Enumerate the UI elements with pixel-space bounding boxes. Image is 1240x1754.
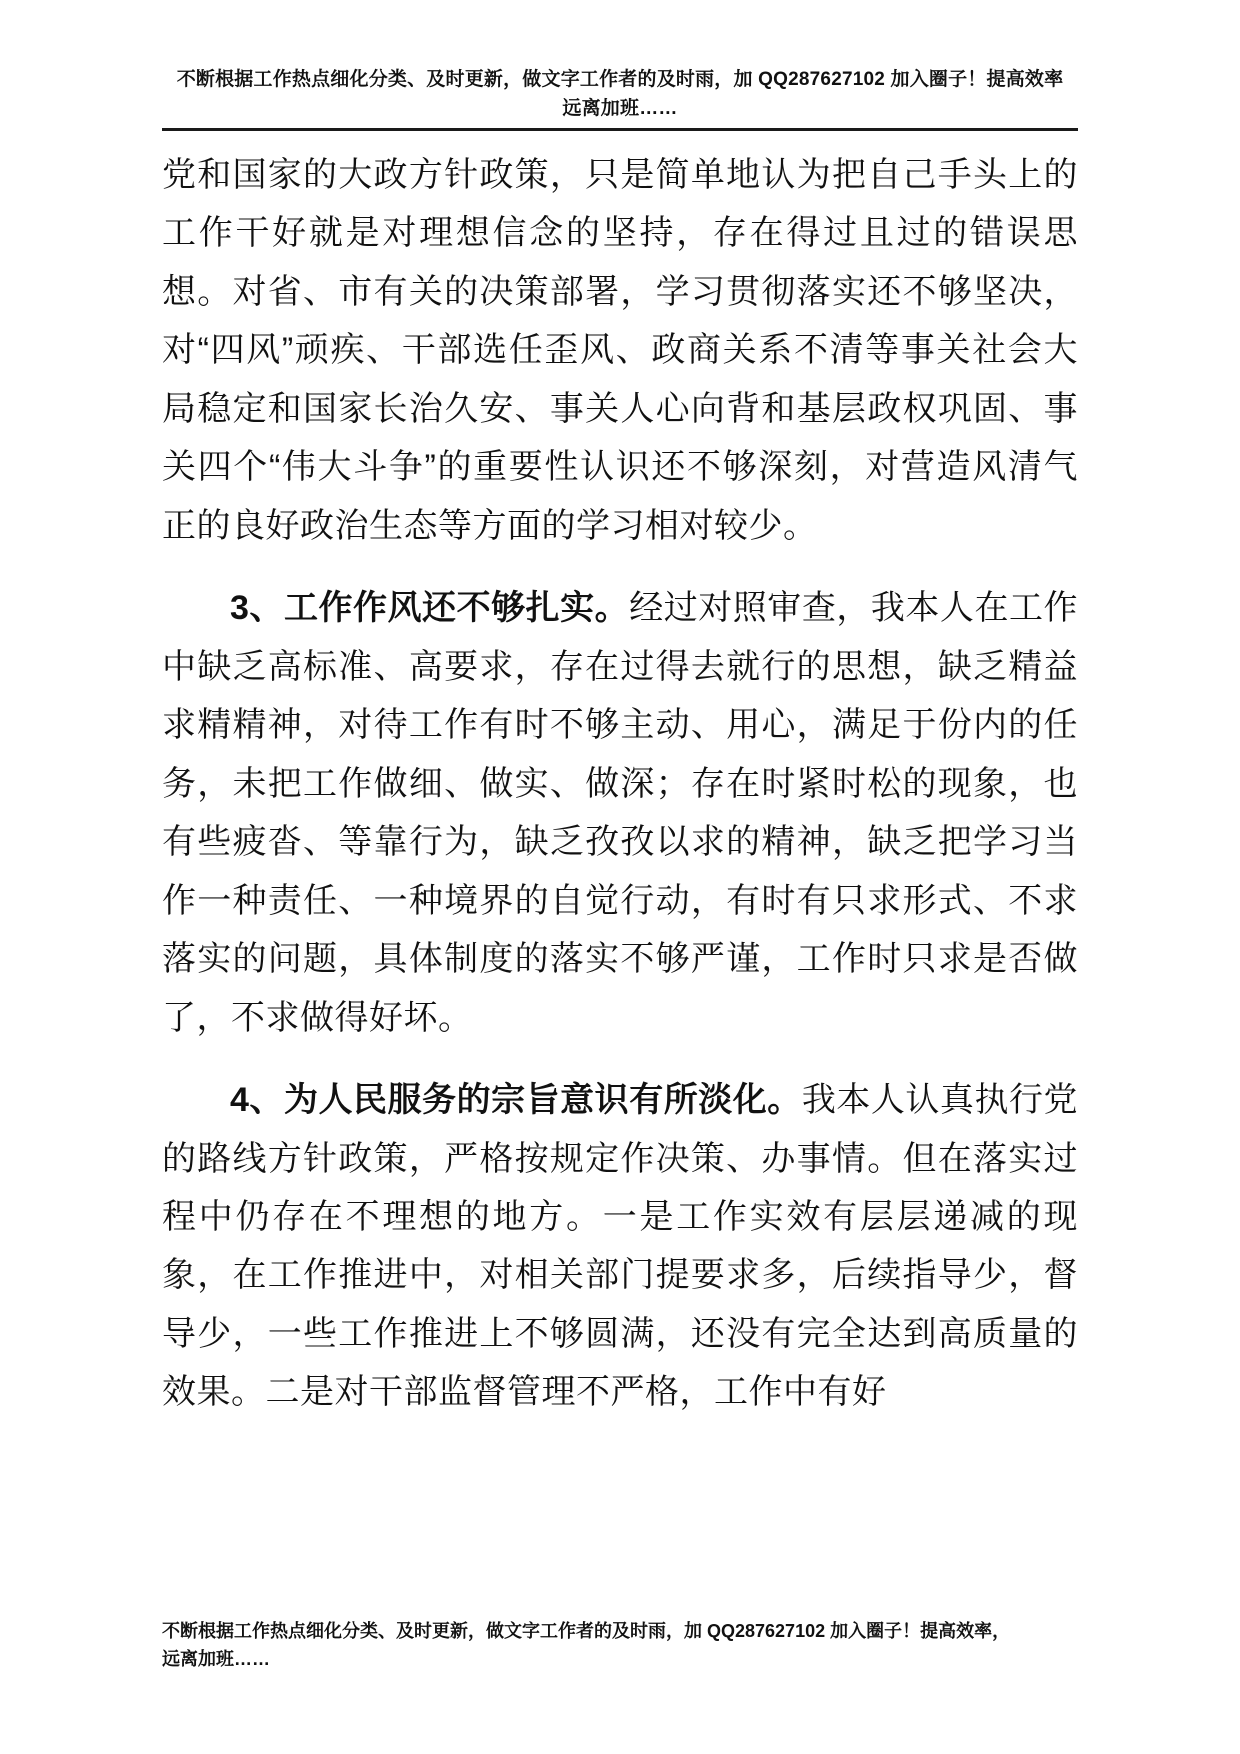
paragraph-2 — [162, 579, 1078, 1047]
paragraph-3 — [162, 1071, 1078, 1422]
page-header — [168, 66, 1072, 123]
paragraph-1-text: 党和国家的大政方针政策，只是简单地认为把自己手头上的工作干好就是对理想信念的坚持，存在得过且过的错误思想。对省、市有关的决策部署，学习贯彻落实还不够坚决，对“四风”顽疾、干部选任歪风、政商关系不清等事关社会大局稳定和国家长治久安、事关人心向背和基层政权巩固、事关四个“伟大斗争”的重要性认识还不够深刻，对营造风清气正的良好政治生态等方面的学习相对较少。 — [162, 156, 1078, 545]
paragraph-3-heading: 4、为人民服务的宗旨意识有所淡化。 — [230, 1081, 802, 1120]
page-footer — [162, 1618, 1078, 1674]
footer-line-2: 远离加班…… — [162, 1648, 270, 1669]
header-line-1: 不断根据工作热点细化分类、及时更新，做文字工作者的及时雨，加 QQ287627102 加入圈子！提高效率 — [176, 69, 1064, 90]
document-body — [162, 146, 1078, 1428]
header-line-2: 远离加班…… — [562, 97, 678, 119]
header-divider — [162, 128, 1078, 131]
paragraph-2-text: 经过对照审查，我本人在工作中缺乏高标准、高要求，存在过得去就行的思想，缺乏精益求精精神，对待工作有时不够主动、用心，满足于份内的任务，未把工作做细、做实、做深；存在时紧时松的现象，也有些疲沓、等靠行为，缺乏孜孜以求的精神，缺乏把学习当作一种责任、一种境界的自觉行动，有时有只求形式、不求落实的问题，具体制度的落实不够严谨，工作时只求是否做了，不求做得好坏。 — [162, 589, 1078, 1037]
footer-line-1: 不断根据工作热点细化分类、及时更新，做文字工作者的及时雨，加 QQ287627102 加入圈子！提高效率， — [162, 1621, 1011, 1641]
paragraph-spacer — [162, 561, 1078, 579]
paragraph-3-text: 我本人认真执行党的路线方针政策，严格按规定作决策、办事情。但在落实过程中仍存在不理想的地方。一是工作实效有层层递减的现象，在工作推进中，对相关部门提要求多，后续指导少，督导少，一些工作推进上不够圆满，还没有完全达到高质量的效果。二是对干部监督管理不严格，工作中有好 — [162, 1081, 1078, 1412]
paragraph-2-heading: 3、工作作风还不够扎实。 — [230, 589, 630, 628]
paragraph-1 — [162, 146, 1078, 555]
paragraph-spacer — [162, 1053, 1078, 1071]
